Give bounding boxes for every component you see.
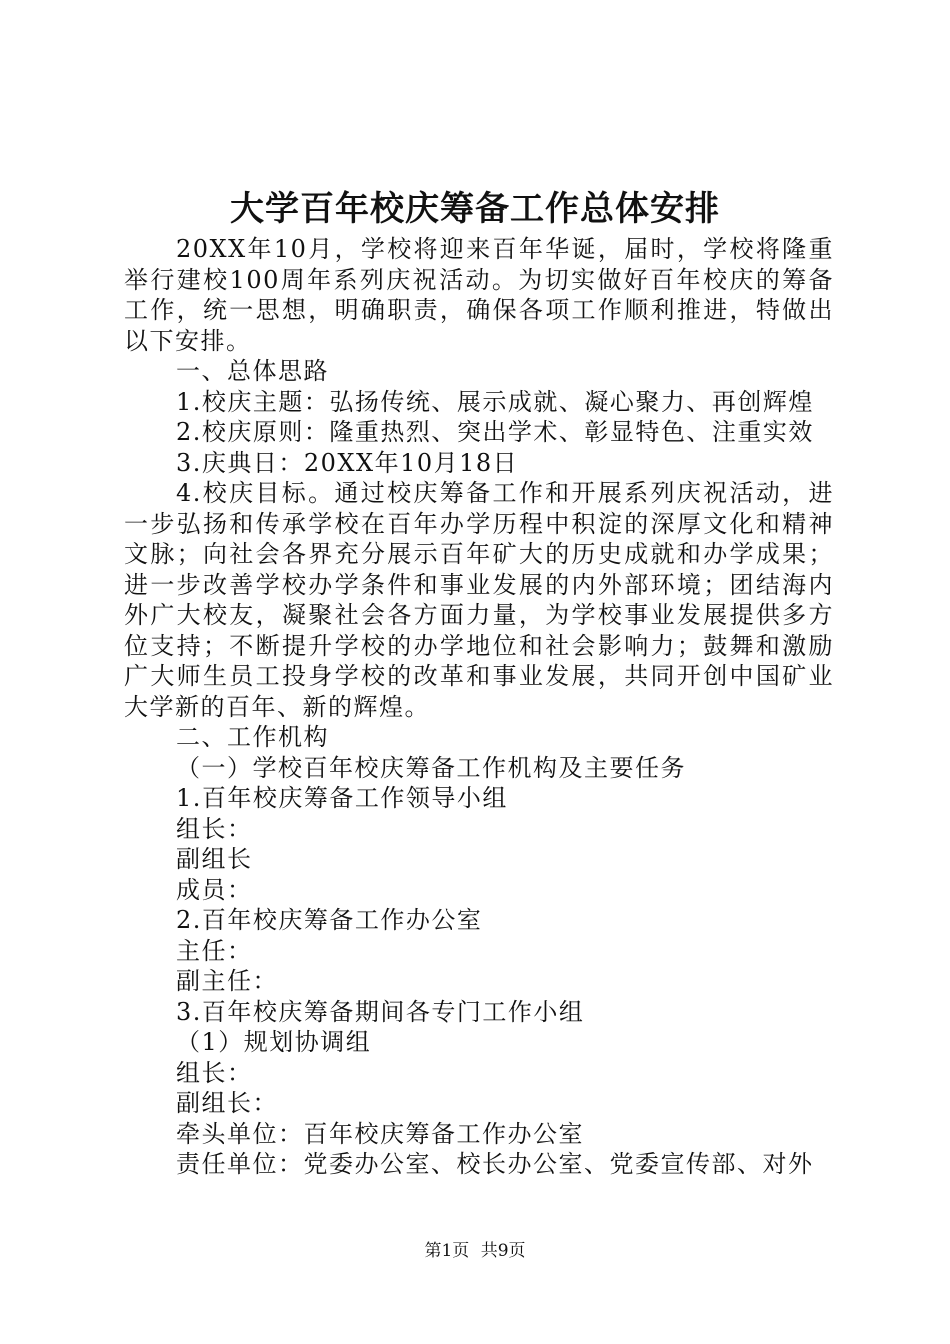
planning-group-leader: 组长： [176,1058,253,1087]
section-heading-overall-approach: 一、总体思路 [176,357,329,385]
page-footer [0,1240,950,1262]
document-body [124,234,834,1180]
leading-group-heading: 1.百年校庆筹备工作领导小组 [176,784,508,812]
planning-group-lead-unit: 牵头单位：百年校庆筹备工作办公室 [176,1119,584,1148]
item-goals: 4.校庆目标。通过校庆筹备工作和开展系列庆祝活动，进一步弘扬和传承学校在百年办学历程中积淀的深厚文化和精神文脉；向社会各界充分展示百年矿大的历史成就和办学成果；进一步改善学校办学条件和事业发展的内外部环境；团结海内外广大校友，凝聚社会各方面力量，为学校事业发展提供多方位支持；不断提升学校的办学地位和社会影响力；鼓舞和激励广大师生员工投身学校的改革和事业发展，共同开创中国矿业大学新的百年、新的辉煌。 [124,479,834,721]
office-deputy-director: 副主任： [176,967,278,995]
page-total: 共9页 [480,1241,526,1261]
office-director: 主任： [176,936,253,965]
office-heading: 2.百年校庆筹备工作办公室 [176,906,483,934]
leading-group-leader: 组长： [176,814,253,843]
working-groups-heading: 3.百年校庆筹备期间各专门工作小组 [176,997,585,1026]
intro-paragraph: 20XX年10月，学校将迎来百年华诞，届时，学校将隆重举行建校100周年系列庆祝活动。为切实做好百年校庆的筹备工作，统一思想，明确职责，确保各项工作顺利推进，特做出以下安排。 [124,235,834,355]
item-principles: 2.校庆原则：隆重热烈、突出学术、彰显特色、注重实效 [176,418,814,446]
leading-group-members: 成员： [176,875,253,904]
section-heading-organization: 二、工作机构 [176,723,329,751]
document-title: 大学百年校庆筹备工作总体安排 [230,189,720,229]
planning-group-heading: （1）规划协调组 [176,1028,372,1056]
item-theme: 1.校庆主题：弘扬传统、展示成就、凝心聚力、再创辉煌 [176,387,814,416]
planning-group-responsible-units: 责任单位：党委办公室、校长办公室、党委宣传部、对外 [176,1150,814,1178]
subsection-heading-organization-tasks: （一）学校百年校庆筹备工作机构及主要任务 [176,753,686,782]
page-number: 第1页 [424,1241,470,1261]
planning-group-deputy: 副组长： [176,1089,278,1117]
item-ceremony-date: 3.庆典日：20XX年10月18日 [176,448,519,477]
leading-group-deputy: 副组长 [176,845,253,873]
